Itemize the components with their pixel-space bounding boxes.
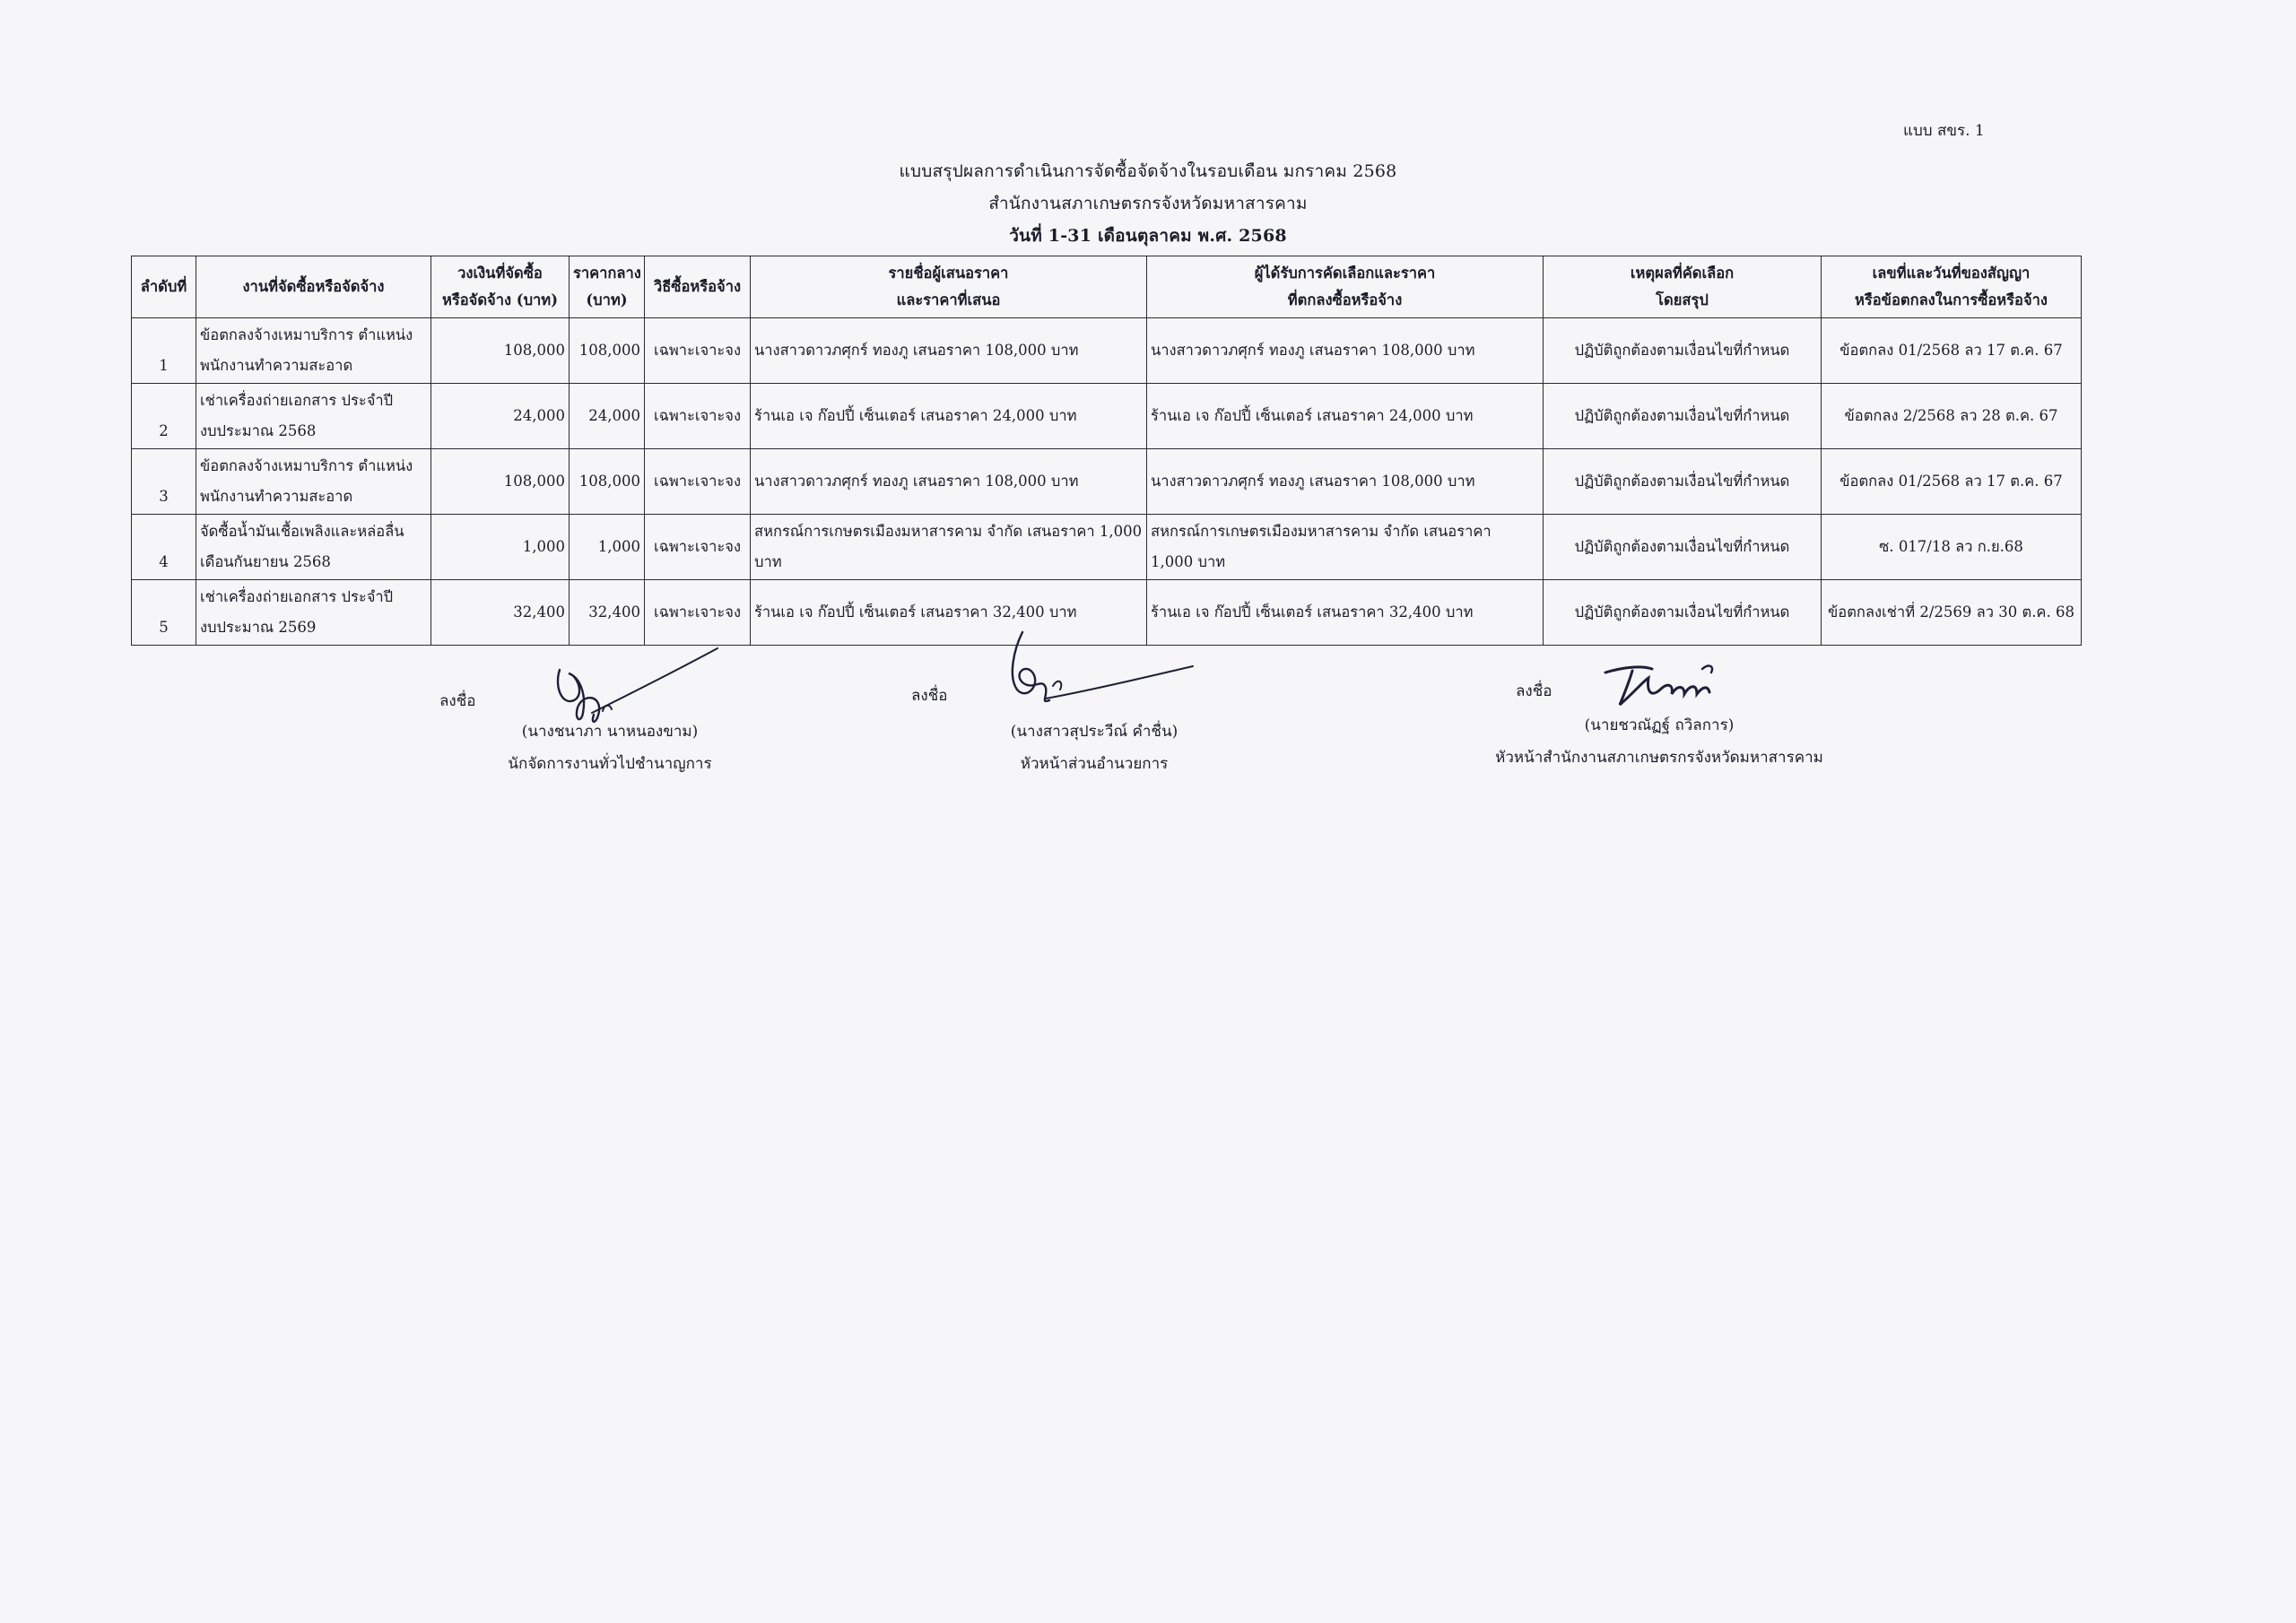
row-budget: 32,400 [431, 580, 570, 646]
header-no: ลำดับที่ [132, 256, 196, 318]
row-task: เช่าเครื่องถ่ายเอกสาร ประจำปี งบประมาณ 2569 [196, 580, 431, 646]
row-budget: 108,000 [431, 318, 570, 384]
form-code: แบบ สขร. 1 [1903, 122, 1985, 140]
header-contract: เลขที่และวันที่ของสัญญา หรือข้อตกลงในการซื้อหรือจ้าง [1822, 256, 2082, 318]
row-budget: 24,000 [431, 384, 570, 449]
signer-position: หัวหน้าสำนักงานสภาเกษตรกรจังหวัดมหาสารคาม [1495, 749, 1823, 767]
row-median-price: 108,000 [570, 318, 645, 384]
row-contract: ข้อตกลง 2/2568 ลว 28 ต.ค. 67 [1822, 384, 2082, 449]
row-median-price: 1,000 [570, 515, 645, 580]
report-period: วันที่ 1-31 เดือนตุลาคม พ.ศ. 2568 [1009, 226, 1287, 246]
table-row [132, 515, 2082, 580]
row-median-price: 32,400 [570, 580, 645, 646]
header-method: วิธีซื้อหรือจ้าง [645, 256, 751, 318]
sign-label: ลงชื่อ [1516, 682, 1552, 700]
procurement-table [131, 256, 2082, 646]
row-no: 3 [132, 449, 196, 515]
sign-label: ลงชื่อ [911, 687, 948, 705]
row-bidders: นางสาวดาวภศุกร์ ทองภู เสนอราคา 108,000 บาท [751, 449, 1147, 515]
table-row [132, 449, 2082, 515]
row-task: เช่าเครื่องถ่ายเอกสาร ประจำปี งบประมาณ 2568 [196, 384, 431, 449]
row-median-price: 108,000 [570, 449, 645, 515]
row-contract: ข้อตกลงเช่าที่ 2/2569 ลว 30 ต.ค. 68 [1822, 580, 2082, 646]
row-selected: สหกรณ์การเกษตรเมืองมหาสารคาม จำกัด เสนอราคา 1,000 บาท [1147, 515, 1544, 580]
signer-name: (นางชนาภา นาหนองขาม) [521, 723, 699, 741]
row-bidders: สหกรณ์การเกษตรเมืองมหาสารคาม จำกัด เสนอราคา 1,000 บาท [751, 515, 1147, 580]
row-selected: ร้านเอ เจ ก๊อปปี้ เซ็นเตอร์ เสนอราคา 32,400 บาท [1147, 580, 1544, 646]
row-method: เฉพาะเจาะจง [645, 449, 751, 515]
row-no: 4 [132, 515, 196, 580]
header-bidders: รายชื่อผู้เสนอราคา และราคาที่เสนอ [751, 256, 1147, 318]
signer-position: หัวหน้าส่วนอำนวยการ [1020, 755, 1169, 773]
row-task: ข้อตกลงจ้างเหมาบริการ ตำแหน่ง พนักงานทำความสะอาด [196, 449, 431, 515]
row-reason: ปฏิบัติถูกต้องตามเงื่อนไขที่กำหนด [1544, 580, 1822, 646]
header-reason: เหตุผลที่คัดเลือก โดยสรุป [1544, 256, 1822, 318]
row-contract: ซ. 017/18 ลว ก.ย.68 [1822, 515, 2082, 580]
row-bidders: ร้านเอ เจ ก๊อปปี้ เซ็นเตอร์ เสนอราคา 24,000 บาท [751, 384, 1147, 449]
row-task: ข้อตกลงจ้างเหมาบริการ ตำแหน่ง พนักงานทำความสะอาด [196, 318, 431, 384]
row-no: 1 [132, 318, 196, 384]
table-row [132, 384, 2082, 449]
row-selected: นางสาวดาวภศุกร์ ทองภู เสนอราคา 108,000 บาท [1147, 318, 1544, 384]
row-bidders: ร้านเอ เจ ก๊อปปี้ เซ็นเตอร์ เสนอราคา 32,400 บาท [751, 580, 1147, 646]
row-method: เฉพาะเจาะจง [645, 384, 751, 449]
row-method: เฉพาะเจาะจง [645, 515, 751, 580]
handwritten-signature-1 [547, 641, 735, 740]
row-no: 2 [132, 384, 196, 449]
signer-name: (นางสาวสุประวีณ์ คำชื่น) [1010, 723, 1178, 741]
signer-name: (นายชวณัฏฐ์ ถวิลการ) [1584, 716, 1735, 734]
handwritten-signature-2 [987, 623, 1202, 722]
row-contract: ข้อตกลง 01/2568 ลว 17 ต.ค. 67 [1822, 318, 2082, 384]
row-budget: 108,000 [431, 449, 570, 515]
row-contract: ข้อตกลง 01/2568 ลว 17 ต.ค. 67 [1822, 449, 2082, 515]
header-budget: วงเงินที่จัดซื้อ หรือจัดจ้าง (บาท) [431, 256, 570, 318]
sign-label: ลงชื่อ [439, 692, 476, 710]
row-method: เฉพาะเจาะจง [645, 580, 751, 646]
row-reason: ปฏิบัติถูกต้องตามเงื่อนไขที่กำหนด [1544, 384, 1822, 449]
row-method: เฉพาะเจาะจง [645, 318, 751, 384]
row-reason: ปฏิบัติถูกต้องตามเงื่อนไขที่กำหนด [1544, 449, 1822, 515]
row-task: จัดซื้อน้ำมันเชื้อเพลิงและหล่อลื่น เดือนกันยายน 2568 [196, 515, 431, 580]
table-header-row [132, 256, 2082, 318]
row-reason: ปฏิบัติถูกต้องตามเงื่อนไขที่กำหนด [1544, 318, 1822, 384]
row-no: 5 [132, 580, 196, 646]
table-row [132, 318, 2082, 384]
row-budget: 1,000 [431, 515, 570, 580]
row-selected: นางสาวดาวภศุกร์ ทองภู เสนอราคา 108,000 บาท [1147, 449, 1544, 515]
row-median-price: 24,000 [570, 384, 645, 449]
header-median-price: ราคากลาง (บาท) [570, 256, 645, 318]
document-title: แบบสรุปผลการดำเนินการจัดซื้อจัดจ้างในรอบเดือน มกราคม 2568 [899, 161, 1397, 181]
row-selected: ร้านเอ เจ ก๊อปปี้ เซ็นเตอร์ เสนอราคา 24,000 บาท [1147, 384, 1544, 449]
handwritten-signature-3 [1596, 655, 1758, 717]
row-bidders: นางสาวดาวภศุกร์ ทองภู เสนอราคา 108,000 บาท [751, 318, 1147, 384]
office-name: สำนักงานสภาเกษตรกรจังหวัดมหาสารคาม [988, 194, 1308, 213]
signer-position: นักจัดการงานทั่วไปชำนาญการ [508, 755, 712, 773]
row-reason: ปฏิบัติถูกต้องตามเงื่อนไขที่กำหนด [1544, 515, 1822, 580]
header-selected: ผู้ได้รับการคัดเลือกและราคา ที่ตกลงซื้อหรือจ้าง [1147, 256, 1544, 318]
header-task: งานที่จัดซื้อหรือจัดจ้าง [196, 256, 431, 318]
